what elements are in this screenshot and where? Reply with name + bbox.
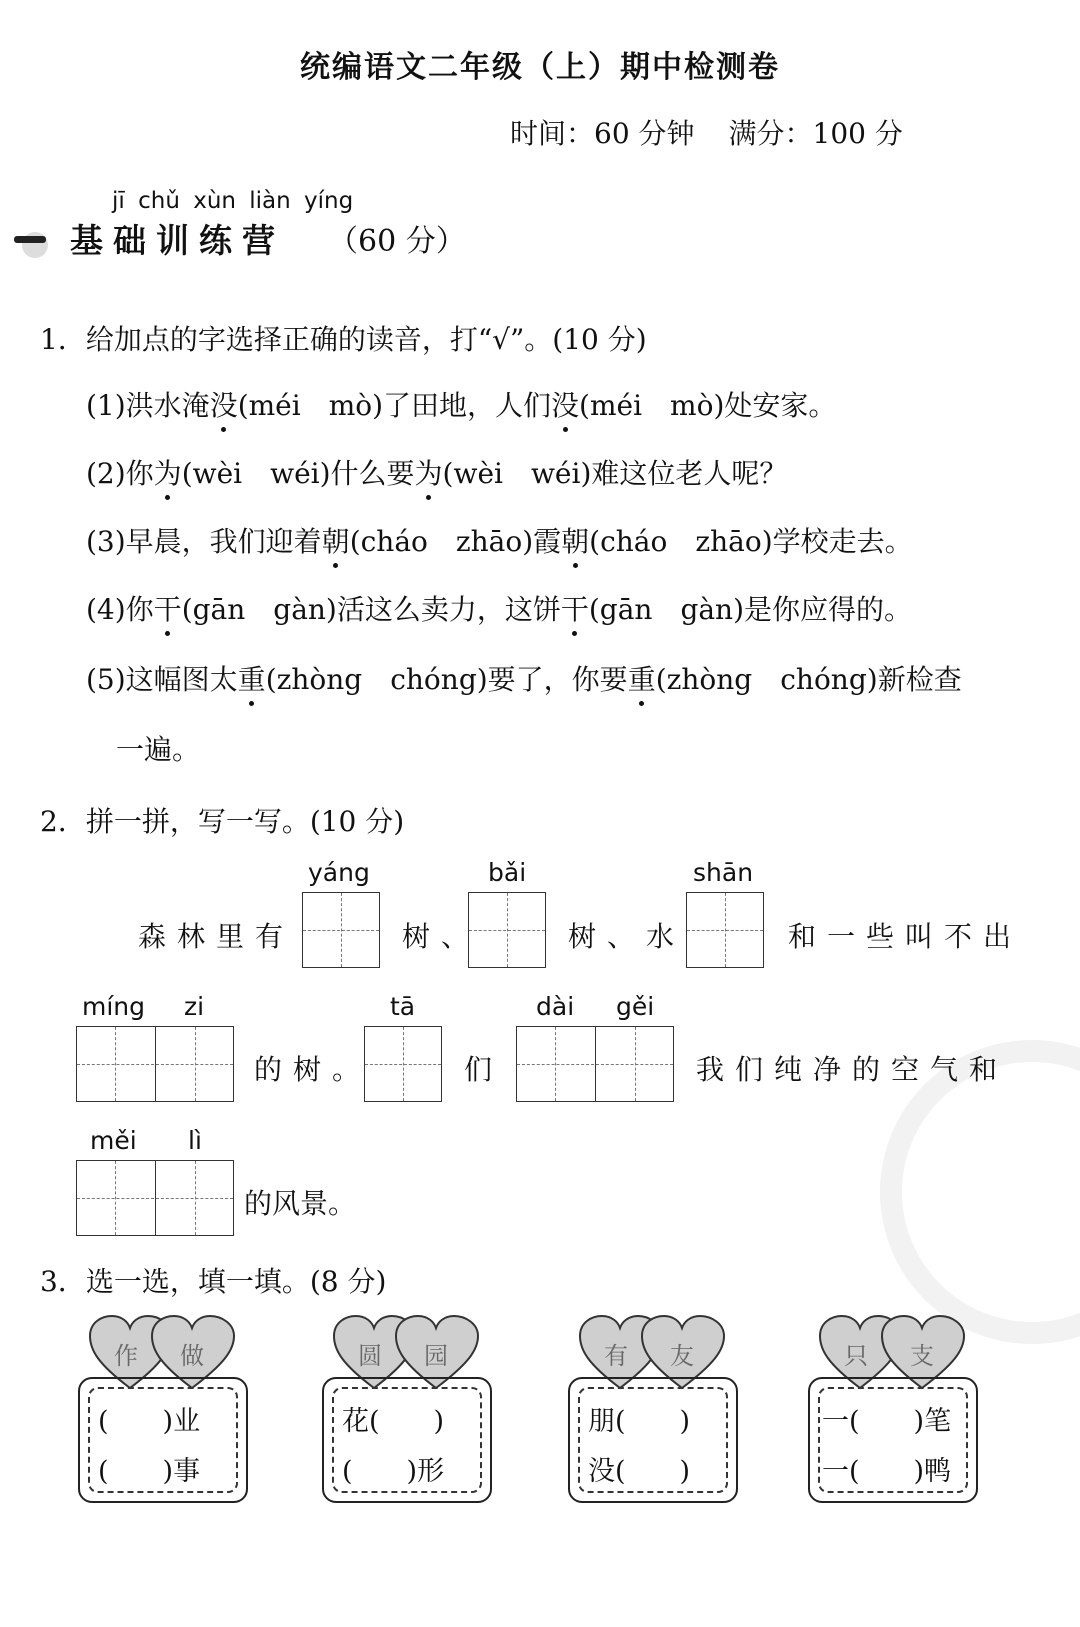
exam-full-score: 满分：100 分 — [728, 117, 903, 150]
q3-title: 3．选一选，填一填。(8 分) — [40, 1265, 387, 1298]
exam-meta — [510, 112, 903, 152]
pinyin-yang: yáng — [308, 858, 370, 887]
q2-text-4: 和一些叫不出 — [788, 920, 1023, 953]
fill-card-4 — [808, 1377, 980, 1505]
writing-box-shan[interactable] — [686, 892, 764, 968]
fill-row[interactable]: 朋( ) — [588, 1406, 691, 1437]
writing-box-bai[interactable] — [468, 892, 546, 968]
fill-row[interactable]: ( )事 — [98, 1456, 201, 1487]
section-score: （60 分） — [328, 224, 466, 259]
q1-item-1: (1)洪水淹没(méi mò)了田地，人们没(méi mò)处安家。 — [86, 384, 836, 424]
q1-item-3: (3)早晨，我们迎着朝(cháo zhāo)霞朝(cháo zhāo)学校走去。 — [86, 520, 913, 560]
q1-item-5: (5)这幅图太重(zhòng chóng)要了，你要重(zhòng chóng)新检查 — [86, 658, 962, 698]
pinyin-ta: tā — [390, 992, 416, 1021]
writing-box-meili[interactable] — [76, 1160, 234, 1236]
fill-row[interactable]: 花( ) — [342, 1406, 445, 1437]
pinyin-zi: zi — [184, 992, 205, 1021]
heart-char-2b: 园 — [424, 1342, 448, 1370]
section-pinyin: jī chǔ xùn liàn yíng — [112, 188, 354, 214]
pinyin-ming: míng — [82, 992, 146, 1021]
q2-text-7: 我们纯净的空气和 — [696, 1053, 1009, 1086]
heart-char-3b: 友 — [670, 1342, 694, 1370]
writing-box-mingzi[interactable] — [76, 1026, 234, 1102]
pinyin-bai: bǎi — [488, 858, 527, 887]
fill-row[interactable]: ( )业 — [98, 1406, 201, 1437]
heart-char-1b: 做 — [180, 1342, 204, 1370]
q2-text-2: 树、 — [402, 920, 481, 953]
section-title: 基础训练营 — [70, 221, 285, 260]
writing-box-yang[interactable] — [302, 892, 380, 968]
fill-card-1 — [78, 1377, 250, 1505]
q2-text-6: 们 — [464, 1053, 504, 1086]
q1-item-4: (4)你干(gān gàn)活这么卖力，这饼干(gān gàn)是你应得的。 — [86, 588, 912, 628]
pinyin-dai: dài — [536, 992, 575, 1021]
fill-row[interactable]: 没( ) — [588, 1456, 691, 1487]
q2-text-8: 的风景。 — [244, 1187, 357, 1220]
section-dash — [14, 236, 46, 243]
heart-char-4a: 只 — [844, 1342, 868, 1370]
q2-text-1: 森林里有 — [138, 920, 295, 953]
q2-text-3: 树、水 — [568, 920, 686, 953]
writing-box-daigei[interactable] — [516, 1026, 674, 1102]
fill-card-2 — [322, 1377, 494, 1505]
page-title: 统编语文二年级（上）期中检测卷 — [300, 50, 780, 85]
fill-row[interactable]: ( )形 — [342, 1456, 445, 1487]
heart-char-3a: 有 — [604, 1342, 628, 1370]
exam-time: 时间：60 分钟 — [510, 117, 695, 150]
q2-text-5: 的树。 — [254, 1053, 372, 1086]
fill-row[interactable]: 一( )笔 — [822, 1406, 952, 1437]
pinyin-gei: gěi — [616, 992, 655, 1021]
writing-box-ta[interactable] — [364, 1026, 442, 1102]
pinyin-li: lì — [188, 1126, 202, 1155]
fill-row[interactable]: 一( )鸭 — [822, 1456, 952, 1487]
heart-char-1a: 作 — [114, 1342, 138, 1370]
pinyin-shan: shān — [693, 858, 754, 887]
q2-title: 2．拼一拼，写一写。(10 分) — [40, 805, 405, 838]
pinyin-mei: měi — [90, 1126, 137, 1155]
heart-char-4b: 支 — [910, 1342, 934, 1370]
q1-item-2: (2)你为(wèi wéi)什么要为(wèi wéi)难这位老人呢？ — [86, 452, 787, 492]
heart-char-2a: 圆 — [358, 1342, 382, 1370]
q1-title: 1．给加点的字选择正确的读音，打“√”。(10 分) — [40, 323, 647, 356]
fill-card-3 — [568, 1377, 740, 1505]
q1-item-5-continuation: 一遍。 — [116, 733, 201, 766]
